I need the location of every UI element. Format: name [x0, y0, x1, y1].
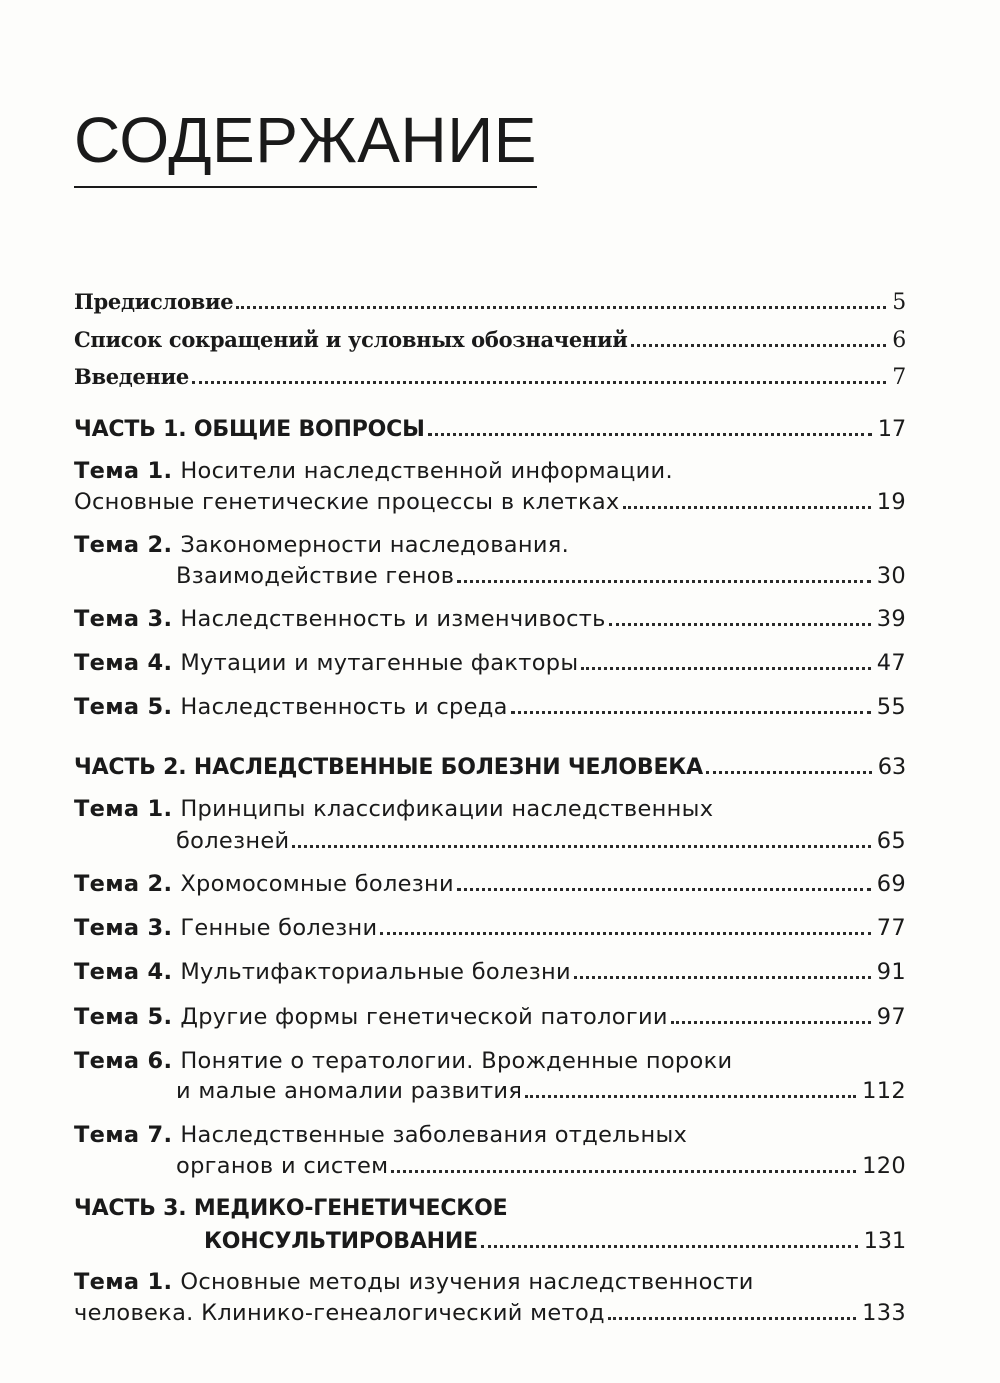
toc-entry-abbreviations[interactable]: [74, 327, 906, 353]
topic-text: Наследственные заболевания отдельных: [180, 1122, 688, 1148]
topic-text-line2: болезней: [176, 828, 290, 854]
dot-leader: [457, 888, 871, 891]
page-number: 120: [862, 1153, 906, 1179]
topic-text: Генные болезни: [180, 915, 378, 941]
topic-label: Тема 4.: [74, 959, 173, 985]
topic-text: Принципы классификации наследственных: [180, 796, 714, 822]
part-heading: ЧАСТЬ 2. НАСЛЕДСТВЕННЫЕ БОЛЕЗНИ ЧЕЛОВЕКА: [74, 755, 703, 780]
toc-topic-2-7-continued[interactable]: [176, 1153, 906, 1179]
page-number: 47: [876, 650, 906, 676]
topic-label: Тема 2.: [74, 871, 173, 897]
topic-label: Тема 3.: [74, 606, 173, 632]
dot-leader: [706, 771, 872, 774]
toc-topic-1-3[interactable]: [74, 606, 906, 632]
page-number: 133: [862, 1300, 906, 1326]
dot-leader: [481, 1245, 858, 1248]
topic-text-line2: Основные генетические процессы в клетках: [74, 489, 620, 515]
topic-text-line2: человека. Клинико-генеалогический метод: [74, 1300, 605, 1326]
topic-label: Тема 3.: [74, 915, 173, 941]
dot-leader: [623, 506, 871, 509]
topic-label: Тема 5.: [74, 694, 173, 720]
toc-part-3-continued[interactable]: [204, 1228, 906, 1254]
topic-text: Основные методы изучения наследственности: [180, 1269, 754, 1295]
page-number: 19: [876, 489, 906, 515]
dot-leader: [292, 845, 870, 848]
topic-label: Тема 1.: [74, 1269, 173, 1295]
page-number: 63: [877, 754, 906, 780]
topic-text-line2: Взаимодействие генов: [176, 563, 455, 589]
dot-leader: [428, 433, 872, 436]
dot-leader: [380, 932, 870, 935]
topic-label: Тема 1.: [74, 458, 173, 484]
page-number: 69: [876, 871, 906, 897]
part-heading-line2: КОНСУЛЬТИРОВАНИЕ: [204, 1229, 478, 1254]
toc-topic-2-1[interactable]: [74, 796, 713, 822]
page-number: 17: [877, 416, 906, 442]
topic-label: Тема 5.: [74, 1004, 173, 1030]
page-title: СОДЕРЖАНИЕ: [74, 108, 537, 188]
toc-topic-1-4[interactable]: [74, 650, 906, 676]
toc-topic-2-2[interactable]: [74, 871, 906, 897]
page-number: 30: [876, 563, 906, 589]
topic-label: Тема 1.: [74, 796, 173, 822]
toc-part-1[interactable]: [74, 416, 906, 442]
toc-topic-1-1-continued[interactable]: [74, 489, 906, 515]
topic-text: Наследственность и среда: [180, 694, 508, 720]
part-heading: ЧАСТЬ 1. ОБЩИЕ ВОПРОСЫ: [74, 417, 425, 442]
topic-text: Носители наследственной информации.: [180, 458, 673, 484]
toc-topic-2-6-continued[interactable]: [176, 1078, 906, 1104]
page-number: 7: [892, 365, 906, 390]
dot-leader: [608, 1317, 856, 1320]
toc-topic-3-1-continued[interactable]: [74, 1300, 906, 1326]
page-number: 91: [876, 959, 906, 985]
toc-topic-3-1[interactable]: [74, 1269, 754, 1295]
topic-text: Понятие о тератологии. Врожденные пороки: [180, 1048, 733, 1074]
part-heading: ЧАСТЬ 3. МЕДИКО-ГЕНЕТИЧЕСКОЕ: [74, 1196, 508, 1221]
dot-leader: [236, 306, 886, 309]
toc-topic-1-1[interactable]: [74, 458, 673, 484]
dot-leader: [391, 1170, 856, 1173]
page-number: 55: [876, 694, 906, 720]
topic-text: Хромосомные болезни: [180, 871, 454, 897]
toc-topic-1-5[interactable]: [74, 694, 906, 720]
dot-leader: [671, 1021, 871, 1024]
page-number: 97: [876, 1004, 906, 1030]
dot-leader: [525, 1095, 856, 1098]
topic-label: Тема 7.: [74, 1122, 173, 1148]
page-number: 5: [892, 290, 906, 315]
entry-text: Список сокращений и условных обозначений: [74, 327, 628, 352]
page-number: 6: [892, 328, 906, 353]
toc-topic-2-4[interactable]: [74, 959, 906, 985]
toc-topic-2-7[interactable]: [74, 1122, 687, 1148]
dot-leader: [192, 381, 886, 384]
toc-topic-2-3[interactable]: [74, 915, 906, 941]
toc-entry-preface[interactable]: [74, 289, 906, 315]
topic-text-line2: органов и систем: [176, 1153, 389, 1179]
toc-topic-2-5[interactable]: [74, 1004, 906, 1030]
dot-leader: [457, 580, 870, 583]
topic-text: Другие формы генетической патологии: [180, 1004, 668, 1030]
toc-topic-2-1-continued[interactable]: [176, 828, 906, 854]
page-number: 112: [862, 1078, 906, 1104]
topic-text: Мультифакториальные болезни: [180, 959, 571, 985]
page-number: 77: [876, 915, 906, 941]
page-number: 131: [863, 1228, 906, 1254]
dot-leader: [574, 976, 871, 979]
topic-text: Наследственность и изменчивость: [180, 606, 606, 632]
dot-leader: [581, 667, 870, 670]
entry-text: Введение: [74, 364, 189, 389]
toc-topic-1-2-continued[interactable]: [176, 563, 906, 589]
topic-text-line2: и малые аномалии развития: [176, 1078, 523, 1104]
topic-text: Мутации и мутагенные факторы: [180, 650, 579, 676]
topic-text: Закономерности наследования.: [180, 532, 570, 558]
dot-leader: [511, 711, 871, 714]
toc-topic-2-6[interactable]: [74, 1048, 732, 1074]
toc-part-3[interactable]: [74, 1196, 507, 1221]
toc-entry-introduction[interactable]: [74, 364, 906, 390]
toc-topic-1-2[interactable]: [74, 532, 569, 558]
topic-label: Тема 4.: [74, 650, 173, 676]
dot-leader: [631, 344, 887, 347]
topic-label: Тема 6.: [74, 1048, 173, 1074]
dot-leader: [609, 623, 871, 626]
page-number: 65: [876, 828, 906, 854]
toc-part-2[interactable]: [74, 754, 906, 780]
topic-label: Тема 2.: [74, 532, 173, 558]
page-number: 39: [876, 606, 906, 632]
entry-text: Предисловие: [74, 289, 234, 314]
